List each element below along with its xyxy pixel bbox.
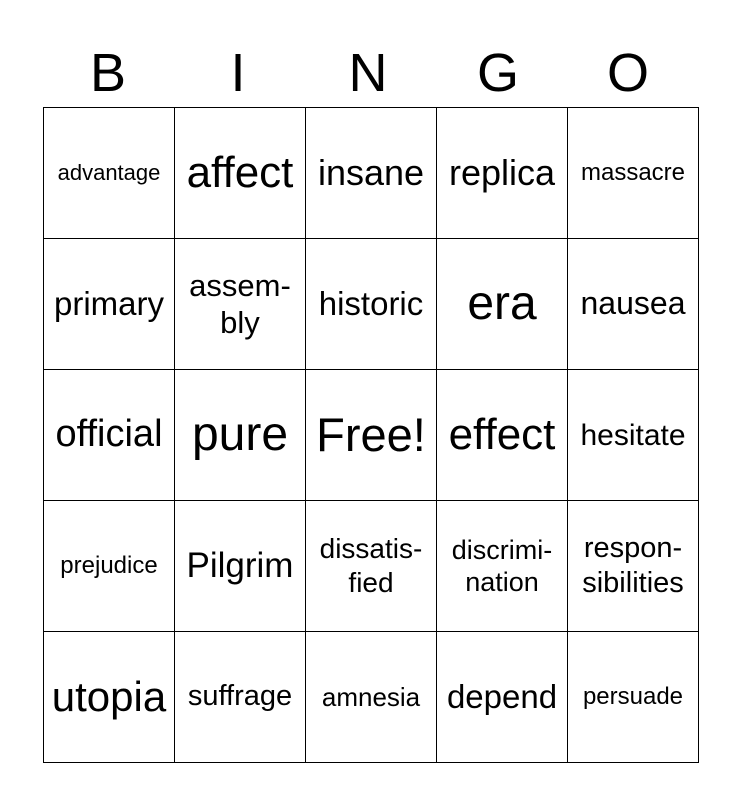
header-letter-g: G	[476, 43, 519, 103]
bingo-cell-word: depend	[446, 677, 558, 715]
bingo-cell-word: dissatis- fied	[319, 533, 423, 598]
bingo-row	[44, 632, 699, 763]
bingo-cell[interactable]	[306, 108, 437, 239]
bingo-cell[interactable]	[306, 370, 437, 501]
bingo-cell[interactable]	[306, 632, 437, 763]
bingo-cell-word: assem- bly	[189, 267, 291, 340]
bingo-cell[interactable]	[175, 632, 306, 763]
bingo-cell[interactable]	[44, 501, 175, 632]
bingo-header	[43, 42, 693, 104]
bingo-cell[interactable]	[44, 632, 175, 763]
bingo-cell[interactable]	[437, 370, 568, 501]
bingo-cell[interactable]	[175, 501, 306, 632]
bingo-cell[interactable]	[44, 239, 175, 370]
bingo-cell[interactable]	[437, 632, 568, 763]
bingo-cell[interactable]	[44, 370, 175, 501]
bingo-row	[44, 501, 699, 632]
header-letter-i: I	[230, 43, 246, 103]
bingo-row	[44, 370, 699, 501]
bingo-cell-word: suffrage	[187, 680, 293, 713]
bingo-cell[interactable]	[306, 239, 437, 370]
bingo-cell-word: hesitate	[580, 418, 686, 452]
bingo-row	[44, 239, 699, 370]
bingo-cell[interactable]	[568, 632, 699, 763]
bingo-cell-word: persuade	[582, 682, 684, 710]
bingo-cell[interactable]	[175, 370, 306, 501]
bingo-cell-word: affect	[186, 147, 294, 197]
bingo-cell-word: discrimi- nation	[451, 534, 553, 597]
bingo-cell[interactable]	[44, 108, 175, 239]
bingo-cell-word: nausea	[580, 285, 686, 322]
bingo-cell[interactable]	[437, 501, 568, 632]
bingo-cell[interactable]	[568, 108, 699, 239]
bingo-cell[interactable]	[175, 108, 306, 239]
bingo-cell-word: respon- sibilities	[582, 532, 684, 599]
bingo-cell[interactable]	[437, 239, 568, 370]
bingo-cell-word: Pilgrim	[186, 545, 294, 585]
bingo-cell-word: replica	[448, 152, 556, 194]
bingo-cell-word: primary	[53, 284, 164, 322]
bingo-cell-word: effect	[448, 409, 556, 459]
bingo-cell-word: Free!	[316, 408, 426, 462]
bingo-cell-word: historic	[318, 284, 424, 322]
bingo-cell-word: era	[467, 276, 537, 330]
bingo-cell-word: advantage	[57, 159, 161, 185]
bingo-card	[43, 107, 699, 763]
bingo-cell-word: amnesia	[321, 681, 421, 712]
header-letter-n: N	[348, 43, 388, 103]
bingo-cell[interactable]	[175, 239, 306, 370]
bingo-cell-word: pure	[191, 407, 289, 461]
bingo-cell-word: insane	[317, 152, 425, 194]
bingo-cell-word: utopia	[51, 672, 167, 720]
bingo-cell-word: official	[55, 413, 163, 456]
bingo-cell-word: massacre	[580, 158, 686, 186]
bingo-cell[interactable]	[568, 239, 699, 370]
bingo-row	[44, 108, 699, 239]
bingo-cell[interactable]	[306, 501, 437, 632]
bingo-cell[interactable]	[568, 501, 699, 632]
header-letter-b: B	[89, 43, 127, 103]
bingo-cell-word: prejudice	[60, 551, 158, 579]
bingo-cell[interactable]	[437, 108, 568, 239]
header-letter-o: O	[606, 43, 649, 103]
bingo-cell[interactable]	[568, 370, 699, 501]
